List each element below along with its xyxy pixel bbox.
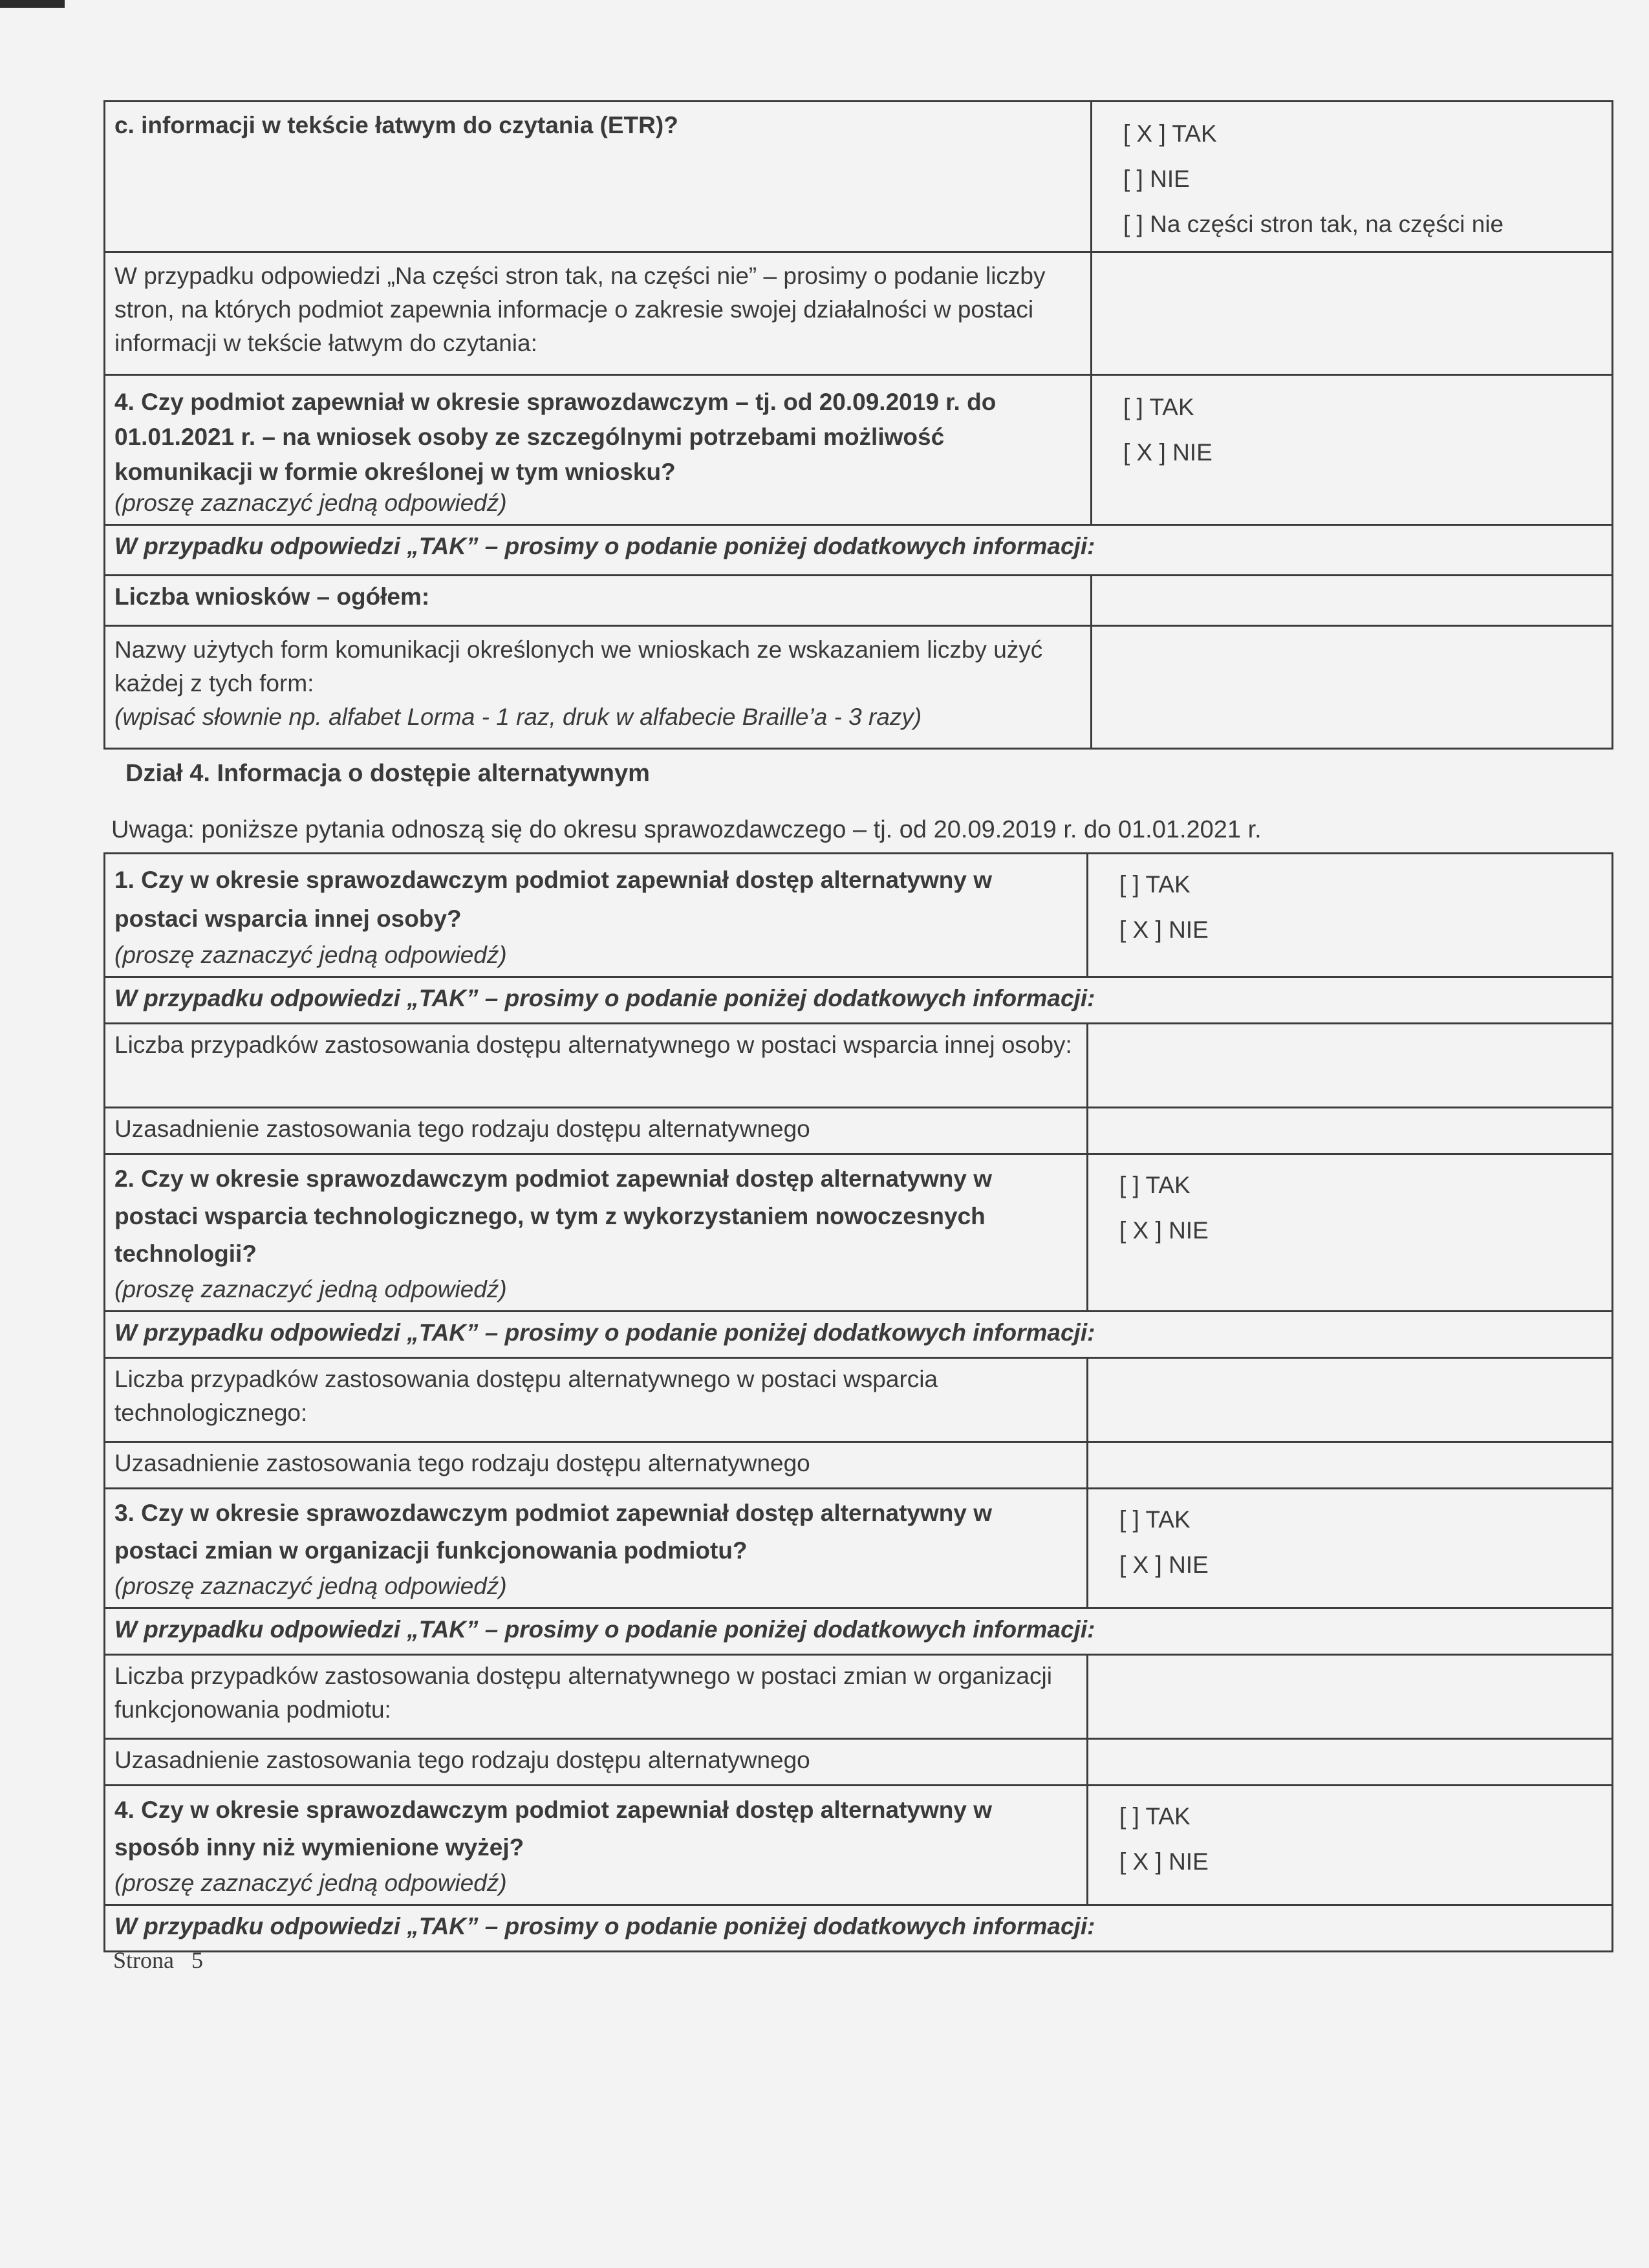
communication-forms-example: (wpisać słownie np. alfabet Lorma - 1 raz, druk w alfabecie Braille’a - 3 razy) <box>114 704 922 730</box>
if-yes-note: W przypadku odpowiedzi „TAK” – prosimy o podanie poniżej dodatkowych informacji: <box>105 977 1613 1024</box>
question-3 <box>105 1489 1088 1608</box>
if-yes-note: W przypadku odpowiedzi „TAK” – prosimy o podanie poniżej dodatkowych informacji: <box>105 1312 1613 1358</box>
partial-pages-label: W przypadku odpowiedzi „Na części stron tak, na części nie” – prosimy o podanie liczby stron, na których podmiot zapewnia informacje o zakresie swojej działalności w postaci informacji w tekście łatwym do czytania: <box>105 252 1092 375</box>
option-tak[interactable]: [ ] TAK <box>1119 1506 1191 1533</box>
question-4 <box>105 375 1092 525</box>
question-4-title: 4. Czy podmiot zapewniał w okresie sprawozdawczym – tj. od 20.09.2019 r. do 01.01.2021 r. – na wniosek osoby ze szczególnymi potrzebami możliwość komunikacji w formie określonej w tym wniosku? <box>114 389 997 485</box>
q2-justification-field[interactable] <box>1088 1442 1613 1489</box>
communication-forms-field[interactable] <box>1092 626 1613 749</box>
section3-table <box>103 100 1613 750</box>
q3-justification-label: Uzasadnienie zastosowania tego rodzaju dostępu alternatywnego <box>105 1739 1088 1786</box>
question-4 <box>105 1786 1088 1905</box>
question-2-title: 2. Czy w okresie sprawozdawczym podmiot zapewniał dostęp alternatywny w postaci wsparcia technologicznego, w tym z wykorzystaniem nowoczesnych technologii? <box>114 1165 993 1267</box>
option-nie[interactable]: [ X ] NIE <box>1119 1551 1209 1578</box>
option-nie[interactable]: [ X ] NIE <box>1119 916 1209 943</box>
question-1-title: 1. Czy w okresie sprawozdawczym podmiot zapewniał dostęp alternatywny w postaci wsparcia innej osoby? <box>114 867 993 932</box>
row-q1-justification <box>105 1108 1613 1154</box>
requests-total-label: Liczba wniosków – ogółem: <box>105 576 1092 626</box>
row-q3-justification <box>105 1739 1613 1786</box>
row-q2-count <box>105 1358 1613 1442</box>
question-3-hint: (proszę zaznaczyć jedną odpowiedź) <box>114 1573 507 1599</box>
communication-forms-text: Nazwy użytych form komunikacji określonych we wnioskach ze wskazaniem liczby użyć każdej z tych form: <box>114 636 1043 697</box>
answer-3 <box>1088 1489 1613 1608</box>
question-4-title: 4. Czy w okresie sprawozdawczym podmiot zapewniał dostęp alternatywny w sposób inny niż wymienione wyżej? <box>114 1797 993 1861</box>
question-3-title: 3. Czy w okresie sprawozdawczym podmiot zapewniał dostęp alternatywny w postaci zmian w organizacji funkcjonowania podmiotu? <box>114 1500 993 1564</box>
requests-total-field[interactable] <box>1092 576 1613 626</box>
row-q2-justification <box>105 1442 1613 1489</box>
question-etr: c. informacji w tekście łatwym do czytania (ETR)? <box>105 102 1092 252</box>
q2-count-field[interactable] <box>1088 1358 1613 1442</box>
q3-count-field[interactable] <box>1088 1655 1613 1739</box>
question-1-hint: (proszę zaznaczyć jedną odpowiedź) <box>114 942 507 968</box>
if-yes-note: W przypadku odpowiedzi „TAK” – prosimy o podanie poniżej dodatkowych informacji: <box>105 1905 1613 1952</box>
answer-1 <box>1088 854 1613 977</box>
row-if-yes <box>105 525 1613 576</box>
question-2-hint: (proszę zaznaczyć jedną odpowiedź) <box>114 1276 507 1302</box>
row-q3 <box>105 1489 1613 1608</box>
row-if-yes <box>105 977 1613 1024</box>
row-q1 <box>105 854 1613 977</box>
scan-corner-mark <box>0 0 65 8</box>
q2-count-label: Liczba przypadków zastosowania dostępu alternatywnego w postaci wsparcia technologicznego: <box>105 1358 1088 1442</box>
q1-count-label: Liczba przypadków zastosowania dostępu alternatywnego w postaci wsparcia innej osoby: <box>105 1024 1088 1108</box>
row-partial-pages <box>105 252 1613 375</box>
option-tak[interactable]: [ ] TAK <box>1119 1172 1191 1198</box>
option-tak[interactable]: [ X ] TAK <box>1123 120 1217 147</box>
row-q2 <box>105 1154 1613 1312</box>
question-4-hint: (proszę zaznaczyć jedną odpowiedź) <box>114 490 507 516</box>
row-communication-forms <box>105 626 1613 749</box>
row-requests-total <box>105 576 1613 626</box>
option-partial[interactable]: [ ] Na części stron tak, na części nie <box>1123 211 1504 237</box>
row-q3-count <box>105 1655 1613 1739</box>
if-yes-note: W przypadku odpowiedzi „TAK” – prosimy o podanie poniżej dodatkowych informacji: <box>105 1608 1613 1655</box>
section4-heading: Dział 4. Informacja o dostępie alternatywnym <box>125 760 650 787</box>
q1-justification-label: Uzasadnienie zastosowania tego rodzaju dostępu alternatywnego <box>105 1108 1088 1154</box>
q2-justification-label: Uzasadnienie zastosowania tego rodzaju dostępu alternatywnego <box>105 1442 1088 1489</box>
section4-remark: Uwaga: poniższe pytania odnoszą się do okresu sprawozdawczego – tj. od 20.09.2019 r. do 01.01.2021 r. <box>111 816 1262 843</box>
row-if-yes <box>105 1312 1613 1358</box>
section4-table <box>103 852 1613 1952</box>
question-1 <box>105 854 1088 977</box>
page-number: Strona 5 <box>113 1947 203 1973</box>
question-4-hint: (proszę zaznaczyć jedną odpowiedź) <box>114 1870 507 1896</box>
answer-4 <box>1092 375 1613 525</box>
option-nie[interactable]: [ ] NIE <box>1123 166 1190 192</box>
partial-pages-field[interactable] <box>1092 252 1613 375</box>
row-q4 <box>105 1786 1613 1905</box>
row-question-etr <box>105 102 1613 252</box>
option-tak[interactable]: [ ] TAK <box>1123 394 1194 420</box>
row-q1-count <box>105 1024 1613 1108</box>
option-nie[interactable]: [ X ] NIE <box>1119 1848 1209 1875</box>
q3-justification-field[interactable] <box>1088 1739 1613 1786</box>
option-tak[interactable]: [ ] TAK <box>1119 871 1191 898</box>
question-2 <box>105 1154 1088 1312</box>
row-question-4 <box>105 375 1613 525</box>
answer-etr <box>1092 102 1613 252</box>
option-nie[interactable]: [ X ] NIE <box>1123 439 1212 466</box>
answer-4 <box>1088 1786 1613 1905</box>
if-yes-note: W przypadku odpowiedzi „TAK” – prosimy o podanie poniżej dodatkowych informacji: <box>105 525 1613 576</box>
option-nie[interactable]: [ X ] NIE <box>1119 1217 1209 1244</box>
q1-count-field[interactable] <box>1088 1024 1613 1108</box>
q3-count-label: Liczba przypadków zastosowania dostępu alternatywnego w postaci zmian w organizacji funkcjonowania podmiotu: <box>105 1655 1088 1739</box>
communication-forms-label <box>105 626 1092 749</box>
option-tak[interactable]: [ ] TAK <box>1119 1803 1191 1830</box>
answer-2 <box>1088 1154 1613 1312</box>
row-if-yes <box>105 1608 1613 1655</box>
q1-justification-field[interactable] <box>1088 1108 1613 1154</box>
row-if-yes <box>105 1905 1613 1952</box>
